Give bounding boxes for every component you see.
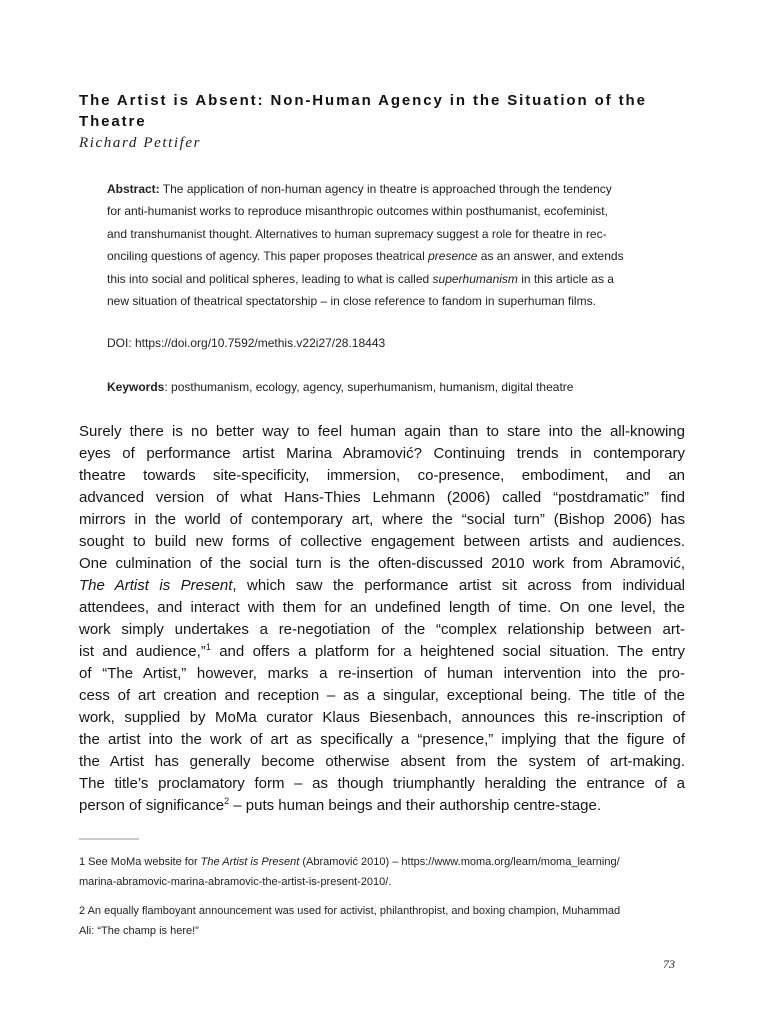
abstract-line: onciling questions of agency. This paper proposes theatrical presence as an answer, and extends xyxy=(107,249,624,264)
abstract-line: for anti-humanist works to reproduce misanthropic outcomes within posthumanist, ecofeminist, xyxy=(107,204,608,219)
keywords: Keywords: posthumanism, ecology, agency, superhumanism, humanism, digital theatre xyxy=(107,380,574,394)
abstract-line: Abstract: The application of non-human agency in theatre is approached through the tendency xyxy=(107,182,612,196)
body-line: the artist into the work of art as specifically a “presence,” implying that the figure of xyxy=(79,731,685,748)
footnote-2 xyxy=(79,901,685,941)
footnote-line[interactable]: marina-abramovic-marina-abramovic-the-artist-is-present-2010/. xyxy=(79,876,392,888)
abstract-line: new situation of theatrical spectatorship – in close reference to fandom in superhuman films. xyxy=(107,294,596,309)
body-line: work simply undertakes a re-negotiation of the “complex relationship between art- xyxy=(79,621,685,638)
body-line: mirrors in the world of contemporary art, where the “social turn” (Bishop 2006) has xyxy=(79,511,685,528)
body-line: advanced version of what Hans-Thies Lehmann (2006) called “postdramatic” find xyxy=(79,489,685,506)
doi-link[interactable]: DOI: https://doi.org/10.7592/methis.v22i27/28.18443 xyxy=(107,336,386,350)
footnote-divider xyxy=(79,838,139,840)
body-line: sought to build new forms of collective engagement between artists and audiences. xyxy=(79,533,685,550)
footnote-marker[interactable]: 2 xyxy=(224,796,230,806)
footnote-line: Ali: “The champ is here!” xyxy=(79,925,199,937)
abstract-line: this into social and political spheres, leading to what is called superhumanism in this article as a xyxy=(107,271,614,286)
body-line: One culmination of the social turn is the often-discussed 2010 work from Abramović, xyxy=(79,555,685,572)
abstract-label: Abstract: xyxy=(107,182,160,196)
footnote-line: 1 See MoMa website for The Artist is Present (Abramović 2010) – https://www.moma.org/learn/moma_learning/ xyxy=(79,856,620,868)
body-line: theatre towards site-specificity, immersion, co-presence, embodiment, and an xyxy=(79,467,685,484)
footnote-marker[interactable]: 1 xyxy=(205,642,211,652)
body-line: eyes of performance artist Marina Abramović? Continuing trends in contemporary xyxy=(79,445,685,462)
body-line: cess of art creation and reception – as a singular, exceptional being. The title of the xyxy=(79,687,685,704)
footnote-line: 2 An equally flamboyant announcement was used for activist, philanthropist, and boxing champion, Muhammad xyxy=(79,905,621,917)
body-line: the Artist has generally become otherwise absent from the system of art-making. xyxy=(79,753,685,770)
article-author: Richard Pettifer xyxy=(79,135,202,151)
body-line: person of significance$^2$ – puts human beings and their authorship centre-stage. xyxy=(79,796,602,814)
body-line: work, supplied by MoMa curator Klaus Biesenbach, announces this re-inscription of xyxy=(79,709,685,726)
keywords-label: Keywords xyxy=(107,380,165,394)
body-line: The title’s proclamatory form – as though triumphantly heralding the entrance of a xyxy=(79,775,685,792)
body-paragraph xyxy=(79,421,685,817)
body-line: of “The Artist,” however, marks a re-insertion of human intervention into the pro- xyxy=(79,665,685,682)
page-number: 73 xyxy=(663,957,675,971)
body-line: attendees, and interact with them for an undefined length of time. On one level, the xyxy=(79,599,685,616)
body-line: Surely there is no better way to feel human again than to stare into the all-knowing xyxy=(79,423,685,440)
article-title: The Artist is Absent: Non-Human Agency in the Situation of the Theatre xyxy=(79,92,647,130)
footnote-1 xyxy=(79,852,685,892)
abstract xyxy=(107,178,687,312)
body-line: ist and audience,”$^1$ and offers a platform for a heightened social situation. The entry xyxy=(79,642,685,660)
abstract-line: and transhumanist thought. Alternatives to human supremacy suggest a role for theatre in rec- xyxy=(107,226,607,241)
body-line: The Artist is Present, which saw the performance artist sit across from individual xyxy=(79,577,685,594)
